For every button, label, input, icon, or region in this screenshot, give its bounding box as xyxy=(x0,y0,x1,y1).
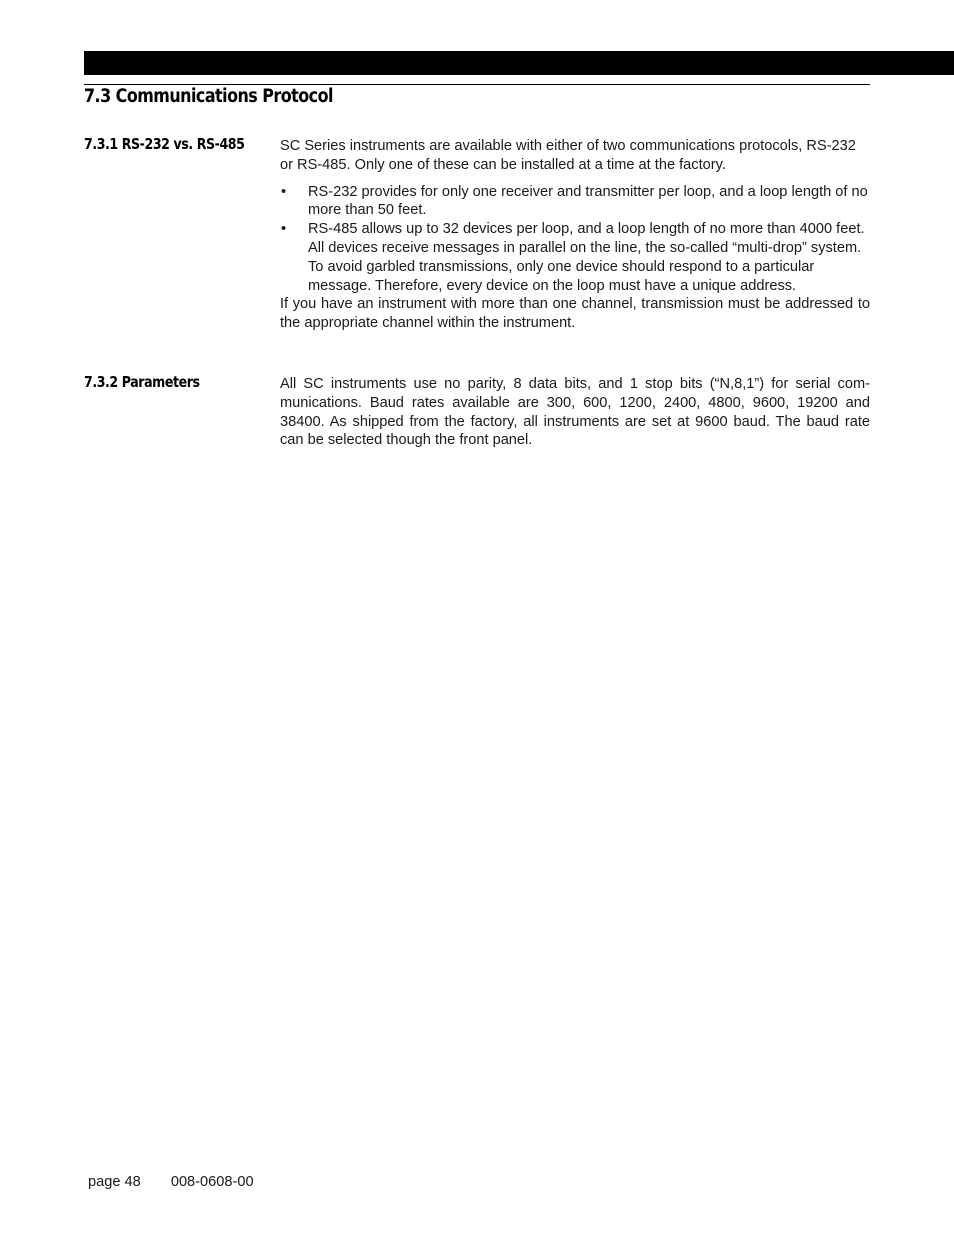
intro-paragraph: SC Series instruments are available with either of two communications protocols, RS-232 or RS-485. Only one of these can be installed at a time at the factory. xyxy=(280,138,856,173)
protocol-bullet-list xyxy=(280,183,870,296)
bullet-icon: • xyxy=(281,183,287,200)
subsection-heading-rs232-vs-rs485: 7.3.1 RS-232 vs. RS-485 xyxy=(84,135,245,153)
section-title: 7.3 Communications Protocol xyxy=(84,86,333,107)
list-item-text: RS-232 provides for only one receiver and transmitter per loop, and a loop length of no more than 50 feet. xyxy=(308,183,868,219)
header-bar xyxy=(84,51,954,75)
list-item xyxy=(280,183,870,221)
closing-paragraph: If you have an instrument with more than one channel, transmission must be addressed to the appropriate channel within the instrument. xyxy=(280,296,870,332)
parameters-paragraph: All SC instruments use no parity, 8 data bits, and 1 stop bits (“N,8,1”) for serial com-munications. Baud rates available are 300, 600, 1200, 2400, 4800, 9600, 19200 and 38400. As shipped from the factory, all instruments are set at 9600 baud. The baud rate can be selected though the front panel. xyxy=(280,376,870,449)
subsection-body-parameters xyxy=(280,375,870,450)
list-item-text: RS-485 allows up to 32 devices per loop, and a loop length of no more than 4000 feet. All devices receive messages in parallel on the line, the so-called “multi-drop” system. To avoid garbled transmissions, only one device should respond to a particular message. Therefore, every device on the loop must have a unique address. xyxy=(308,221,865,294)
bullet-icon: • xyxy=(281,221,287,238)
document-number: 008-0608-00 xyxy=(170,1174,254,1190)
subsection-body-rs232-vs-rs485 xyxy=(280,137,870,333)
list-item xyxy=(280,220,870,295)
page-number: page 48 xyxy=(88,1174,141,1190)
header-rule xyxy=(84,84,870,85)
page-footer xyxy=(88,1174,254,1190)
subsection-heading-parameters: 7.3.2 Parameters xyxy=(84,373,200,391)
